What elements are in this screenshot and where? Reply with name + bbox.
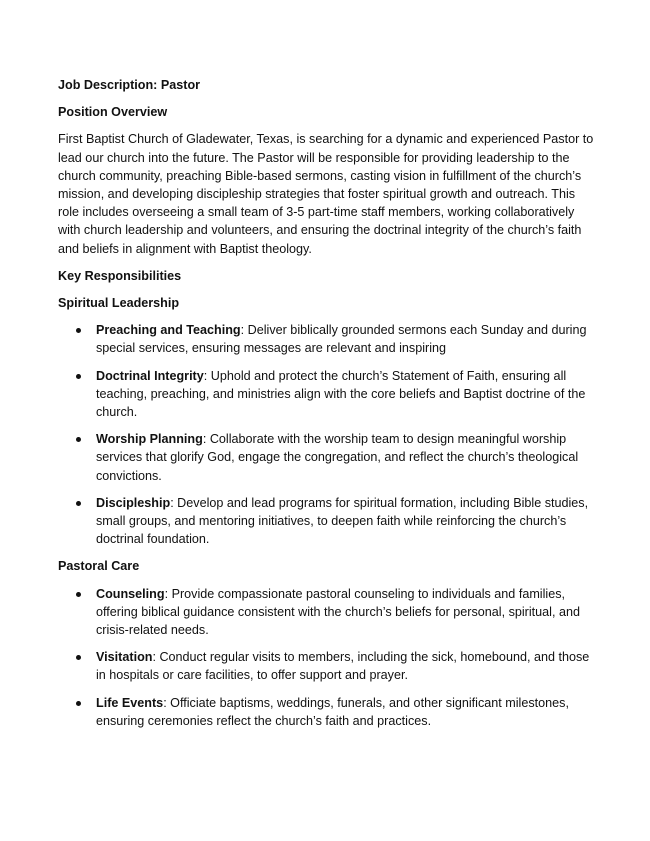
item-term: Life Events: [96, 695, 164, 710]
item-term: Preaching and Teaching: [96, 323, 241, 338]
responsibilities-heading: Key Responsibilities: [58, 268, 182, 283]
list-item: [58, 321, 598, 357]
list-item: [58, 430, 598, 485]
item-text: : Collaborate with the worship team to design meaningful worship services that glorify God, engage the congregation, and reflect the church’s theological convictions.: [96, 432, 579, 483]
list-item: [58, 367, 598, 422]
section-heading-pastoral-care: Pastoral Care: [58, 559, 140, 574]
item-text: : Provide compassionate pastoral counseling to individuals and families, offering biblical guidance consistent with the church’s beliefs for personal, spiritual, and crisis-related needs.: [96, 586, 580, 638]
bullet-icon: [76, 501, 81, 506]
item-text: : Develop and lead programs for spiritual formation, including Bible studies, small groups, and mentoring initiatives, to deepen faith while reinforcing the church’s doctrinal foundation.: [96, 495, 589, 547]
document-title: Job Description: Pastor: [58, 78, 201, 92]
section-heading-spiritual-leadership: Spiritual Leadership: [58, 296, 180, 311]
item-term: Visitation: [96, 650, 153, 665]
bullet-icon: [76, 701, 81, 706]
item-text: : Officiate baptisms, weddings, funerals, and other significant milestones, ensuring ceremonies reflect the church’s faith and practices.: [96, 695, 569, 728]
bullet-icon: [76, 328, 81, 333]
item-text: : Deliver biblically grounded sermons each Sunday and during special services, ensuring messages are relevant and inspiring: [96, 323, 587, 356]
spiritual-leadership-list: [58, 321, 598, 548]
pastoral-care-list: [58, 585, 598, 730]
bullet-icon: [76, 437, 81, 442]
bullet-icon: [76, 592, 81, 597]
bullet-icon: [76, 374, 81, 379]
overview-heading: Position Overview: [58, 105, 168, 120]
item-term: Counseling: [96, 586, 165, 601]
item-term: Discipleship: [96, 495, 171, 510]
list-item: [58, 585, 598, 640]
item-term: Doctrinal Integrity: [96, 368, 204, 383]
overview-paragraph: First Baptist Church of Gladewater, Texas, is searching for a dynamic and experienced Pastor to lead our church into the future. The Pastor will be responsible for providing leadership to the church community, preaching Bible-based sermons, casting vision in fulfillment of the church’s mission, and developing discipleship strategies that foster spiritual growth and outreach. This role includes overseeing a small team of 3-5 part-time staff members, working collaboratively with church leadership and volunteers, and ensuring the doctrinal integrity of the church’s faith and beliefs in alignment with Baptist theology.: [58, 132, 594, 256]
bullet-icon: [76, 655, 81, 660]
item-text: : Conduct regular visits to members, including the sick, homebound, and those in hospitals or care facilities, to offer support and prayer.: [96, 650, 590, 683]
list-item: [58, 694, 598, 730]
item-text: : Uphold and protect the church’s Statement of Faith, ensuring all teaching, preaching, and ministries align with the core beliefs and Baptist doctrine of the church.: [96, 368, 586, 420]
document-page: [58, 76, 598, 739]
list-item: [58, 648, 598, 684]
list-item: [58, 494, 598, 549]
item-term: Worship Planning: [96, 432, 203, 447]
